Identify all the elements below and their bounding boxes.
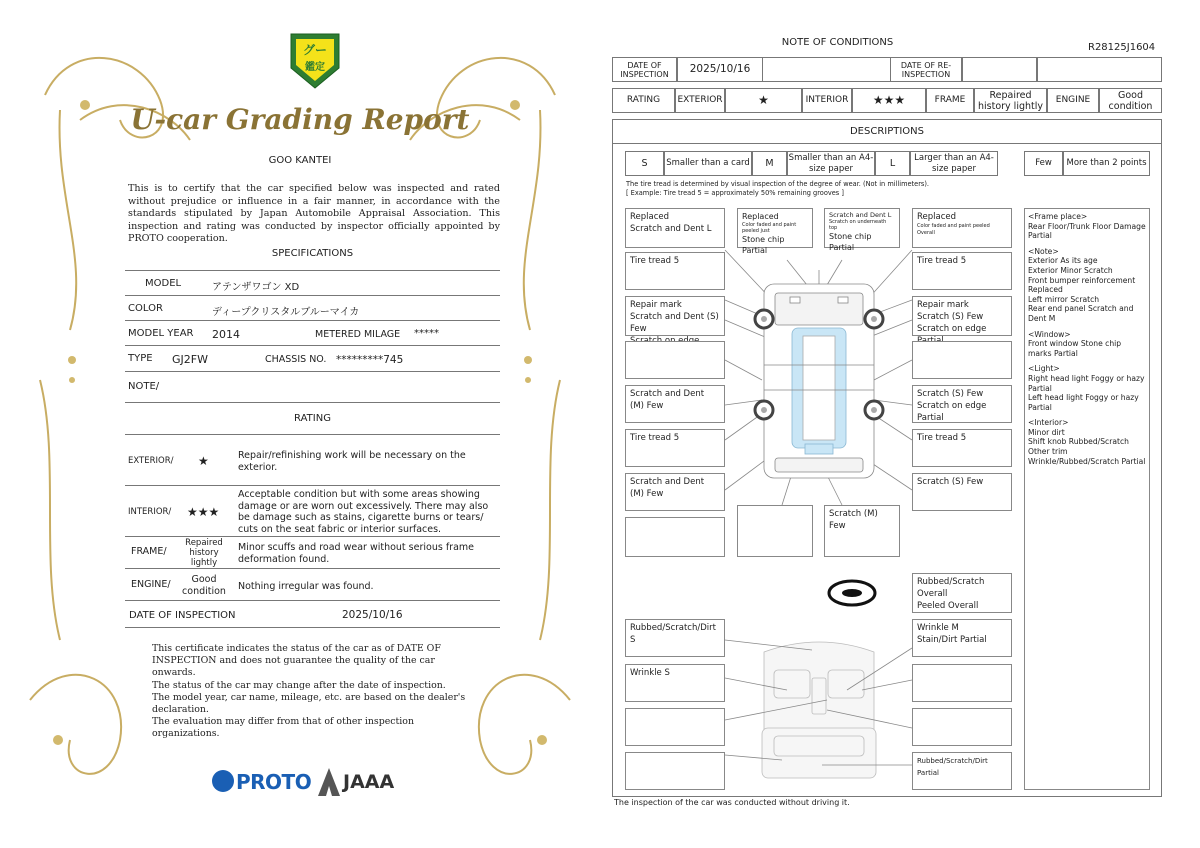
damage-text: Repair mark bbox=[630, 300, 682, 310]
damage-box bbox=[912, 573, 1012, 613]
model-year-value: 2014 bbox=[212, 328, 240, 341]
tire-box bbox=[912, 429, 1012, 467]
type-label: TYPE bbox=[128, 353, 153, 364]
note-line: Rear end panel Scratch and Dent M bbox=[1028, 304, 1134, 323]
conditions-title: NOTE OF CONDITIONS bbox=[781, 37, 894, 48]
spec-header: SPECIFICATIONS bbox=[271, 248, 354, 259]
frame-value: Repaired history lightly bbox=[974, 88, 1047, 113]
damage-box bbox=[625, 664, 725, 702]
empty-box bbox=[625, 708, 725, 746]
inspection-footnote: The inspection of the car was conducted without driving it. bbox=[614, 798, 850, 807]
date-of-inspection-value: 2025/10/16 bbox=[677, 57, 763, 82]
note-line: <Light> bbox=[1028, 364, 1060, 374]
steering-wheel-icon bbox=[829, 581, 875, 605]
damage-text: Color faded and paint peeled Overall bbox=[917, 223, 990, 236]
damage-text: Scratch (S) Few bbox=[917, 389, 984, 399]
frame-label: FRAME/ bbox=[131, 546, 167, 557]
damage-box bbox=[625, 619, 725, 657]
divider bbox=[125, 627, 500, 628]
divider bbox=[125, 402, 500, 403]
legend-few-desc: More than 2 points bbox=[1063, 151, 1150, 176]
divider bbox=[125, 345, 500, 346]
empty-box bbox=[625, 752, 725, 790]
color-value: ディープクリスタルブルーマイカ bbox=[212, 307, 360, 318]
damage-box bbox=[625, 385, 725, 423]
note-line: Right head light Foggy or hazy Partial bbox=[1028, 373, 1145, 393]
proto-logo: PROTO bbox=[236, 770, 312, 794]
footer-line: The evaluation may differ from that of other inspection organizations. bbox=[152, 716, 414, 740]
damage-text: Replaced bbox=[742, 212, 779, 221]
tire-note: The tire tread is determined by visual inspection of the degree of wear. (Not in millimeters). bbox=[626, 180, 930, 188]
damage-text: Rubbed/Scratch/Dirt S bbox=[630, 623, 716, 645]
note-line: Rear Floor/Trunk Floor Damage Partial bbox=[1028, 221, 1146, 241]
descriptions-header: DESCRIPTIONS bbox=[612, 119, 1162, 144]
inspection-date-label: DATE OF INSPECTION bbox=[129, 610, 236, 621]
exterior-label: EXTERIOR/ bbox=[128, 456, 174, 466]
report-ref: R28125J1604 bbox=[1088, 42, 1156, 53]
note-line: <Frame place> bbox=[1028, 212, 1088, 221]
damage-text: Scratch and Dent L bbox=[829, 211, 892, 219]
damage-text: Scratch on edge bbox=[917, 324, 987, 334]
certificate-intro: This is to certify that the car specified below was inspected and rated without prejudice or influence in a fair manner, in accordance with the standards stipulated by Japan Automobile Appraisal Association. This inspection and rating was conducted by inspector officially appointed by PROTO cooperation. bbox=[128, 183, 500, 245]
footer-line: The status of the car may change after the date of inspection. bbox=[152, 679, 446, 691]
damage-text: Scratch (S) Few bbox=[917, 477, 984, 487]
damage-text: Replaced bbox=[917, 212, 957, 222]
damage-box bbox=[737, 208, 813, 255]
divider bbox=[125, 485, 500, 486]
rating-header: RATING bbox=[294, 413, 331, 424]
tire-box bbox=[912, 252, 1012, 290]
empty-box bbox=[737, 505, 813, 557]
damage-text: Tire tread 5 bbox=[917, 433, 967, 443]
legend-l: L bbox=[875, 151, 910, 176]
footer-line: This certificate indicates the status of the car as of DATE OF INSPECTION and does not guarantee the quality of the car onwards. bbox=[152, 643, 441, 679]
damage-box bbox=[625, 296, 725, 336]
note-label: NOTE/ bbox=[128, 381, 160, 392]
exterior-stars: ★ bbox=[725, 88, 802, 113]
frame-label: FRAME bbox=[926, 88, 974, 113]
note-line: Front window Stone chip marks Partial bbox=[1028, 339, 1122, 358]
damage-text: Stone chip Partial bbox=[829, 232, 872, 252]
inspection-date-value: 2025/10/16 bbox=[342, 609, 403, 621]
empty-box bbox=[912, 664, 1012, 702]
type-value: GJ2FW bbox=[172, 353, 208, 366]
divider bbox=[125, 568, 500, 569]
jaaa-logo: JAAA bbox=[343, 771, 395, 793]
legend-m-desc: Smaller than an A4-size paper bbox=[787, 151, 875, 176]
frame-value: Repaired history lightly bbox=[185, 538, 223, 568]
damage-box bbox=[912, 296, 1012, 336]
interior-label: INTERIOR/ bbox=[128, 507, 172, 517]
mileage-label: METERED MILAGE bbox=[315, 329, 401, 340]
damage-text: Stone chip Partial bbox=[742, 235, 785, 255]
damage-text: Scratch and Dent (S) Few bbox=[630, 312, 719, 334]
divider bbox=[125, 600, 500, 601]
model-year-label: MODEL YEAR bbox=[128, 328, 194, 339]
note-line: Exterior Minor Scratch bbox=[1028, 265, 1113, 275]
damage-text: Scratch (S) Few bbox=[917, 312, 984, 322]
damage-text: Wrinkle M bbox=[917, 623, 959, 633]
note-line: Wrinkle/Rubbed/Scratch Partial bbox=[1028, 456, 1146, 466]
damage-box bbox=[625, 473, 725, 511]
legend-m: M bbox=[752, 151, 787, 176]
certificate-title: U-car Grading Report bbox=[130, 103, 470, 136]
tire-example: [ Example: Tire tread 5 = approximately 50% remaining grooves ] bbox=[626, 189, 844, 197]
divider bbox=[125, 295, 500, 296]
engine-value: Good condition bbox=[1099, 88, 1162, 113]
reinspection-label: DATE OF RE-INSPECTION bbox=[890, 57, 962, 82]
goo-kantei-badge bbox=[288, 30, 342, 90]
model-value: アテンザワゴン XD bbox=[212, 282, 300, 293]
jaaa-logo-icon bbox=[318, 768, 340, 796]
damage-box bbox=[912, 752, 1012, 790]
damage-text: Scratch on edge Partial bbox=[917, 401, 987, 423]
frame-desc: Minor scuffs and road wear without serious frame deformation found. bbox=[238, 542, 474, 565]
interior-stars: ★★★ bbox=[187, 505, 220, 519]
damage-box bbox=[912, 385, 1012, 423]
note-line: Front bumper reinforcement Replaced bbox=[1028, 275, 1136, 295]
certificate-footer bbox=[152, 643, 474, 741]
damage-text: Tire tread 5 bbox=[630, 256, 680, 266]
damage-text: Scratch and Dent (M) Few bbox=[630, 477, 705, 499]
damage-box bbox=[824, 505, 900, 557]
damage-text: Rubbed/Scratch Overall bbox=[917, 577, 985, 599]
color-label: COLOR bbox=[128, 303, 163, 314]
badge-top-text: グー bbox=[302, 43, 327, 57]
chassis-value: *********745 bbox=[336, 354, 404, 366]
damage-text: Tire tread 5 bbox=[917, 256, 967, 266]
date-of-inspection-label: DATE OF INSPECTION bbox=[612, 57, 677, 82]
note-of-conditions bbox=[600, 0, 1200, 848]
damage-text: Scratch on underneath top bbox=[829, 219, 887, 231]
damage-text: Color faded and paint peeled just bbox=[742, 222, 797, 234]
note-line: Shift knob Rubbed/Scratch bbox=[1028, 437, 1129, 447]
damage-box bbox=[625, 208, 725, 248]
divider bbox=[125, 371, 500, 372]
note-line: Other trim bbox=[1028, 447, 1068, 457]
interior-label: INTERIOR bbox=[802, 88, 852, 113]
empty-box bbox=[625, 341, 725, 379]
legend-l-desc: Larger than an A4-size paper bbox=[910, 151, 998, 176]
interior-stars: ★★★ bbox=[852, 88, 926, 113]
engine-label: ENGINE bbox=[1047, 88, 1099, 113]
reinspection-value bbox=[962, 57, 1037, 82]
damage-text: Wrinkle S bbox=[630, 668, 670, 678]
divider bbox=[125, 320, 500, 321]
engine-desc: Nothing irregular was found. bbox=[238, 581, 374, 592]
legend-s: S bbox=[625, 151, 664, 176]
damage-box bbox=[824, 208, 900, 252]
damage-text: Tire tread 5 bbox=[630, 433, 680, 443]
badge-bottom-text: 鑑定 bbox=[305, 62, 325, 73]
empty-box bbox=[625, 517, 725, 557]
tire-box bbox=[625, 252, 725, 290]
legend-few: Few bbox=[1024, 151, 1063, 176]
chassis-label: CHASSIS NO. bbox=[265, 354, 327, 365]
damage-text: Replaced bbox=[630, 212, 670, 222]
damage-text: Peeled Overall bbox=[917, 601, 979, 611]
damage-text: Scratch and Dent (M) Few bbox=[630, 389, 705, 411]
exterior-label: EXTERIOR bbox=[675, 88, 725, 113]
empty-box bbox=[912, 341, 1012, 379]
exterior-stars: ★ bbox=[198, 454, 209, 468]
damage-box bbox=[912, 208, 1012, 248]
model-label: MODEL bbox=[145, 278, 182, 289]
tire-box bbox=[625, 429, 725, 467]
notes-panel bbox=[1024, 208, 1150, 790]
divider bbox=[125, 536, 500, 537]
rating-label: RATING bbox=[612, 88, 675, 113]
note-line: <Window> bbox=[1028, 329, 1071, 339]
blank-cell bbox=[1037, 57, 1162, 82]
legend-s-desc: Smaller than a card bbox=[664, 151, 752, 176]
damage-text: Stain/Dirt Partial bbox=[917, 635, 987, 645]
damage-box bbox=[912, 473, 1012, 511]
damage-box bbox=[912, 619, 1012, 657]
note-line: <Interior> bbox=[1028, 418, 1069, 428]
footer-line: The model year, car name, mileage, etc. are based on the dealer's declaration. bbox=[152, 691, 466, 716]
damage-text: Scratch (M) Few bbox=[829, 509, 878, 531]
engine-value: Good condition bbox=[182, 574, 226, 597]
damage-text: Rubbed/Scratch/Dirt Partial bbox=[917, 757, 988, 777]
engine-label: ENGINE/ bbox=[131, 579, 171, 590]
proto-logo-icon bbox=[212, 770, 234, 792]
empty-box bbox=[912, 708, 1012, 746]
note-line: Exterior As its age bbox=[1028, 256, 1098, 266]
interior-desc: Acceptable condition but with some areas showing damage or are worn out excessively. There may also be damage such as stains, cigarette burns or tears/ cuts on the seat fabric or interior surfaces. bbox=[238, 489, 489, 535]
exterior-desc: Repair/refinishing work will be necessary on the exterior. bbox=[238, 450, 466, 473]
mileage-value: ***** bbox=[414, 328, 439, 339]
certificate-subtitle: GOO KANTEI bbox=[268, 155, 332, 166]
divider bbox=[125, 434, 500, 435]
note-line: Left mirror Scratch bbox=[1028, 294, 1100, 304]
note-line: Left head light Foggy or hazy Partial bbox=[1028, 393, 1139, 412]
note-line: <Note> bbox=[1028, 246, 1059, 256]
note-line: Minor dirt bbox=[1028, 427, 1065, 437]
damage-text: Scratch and Dent L bbox=[630, 224, 712, 234]
damage-text: Repair mark bbox=[917, 300, 969, 310]
divider bbox=[125, 270, 500, 271]
